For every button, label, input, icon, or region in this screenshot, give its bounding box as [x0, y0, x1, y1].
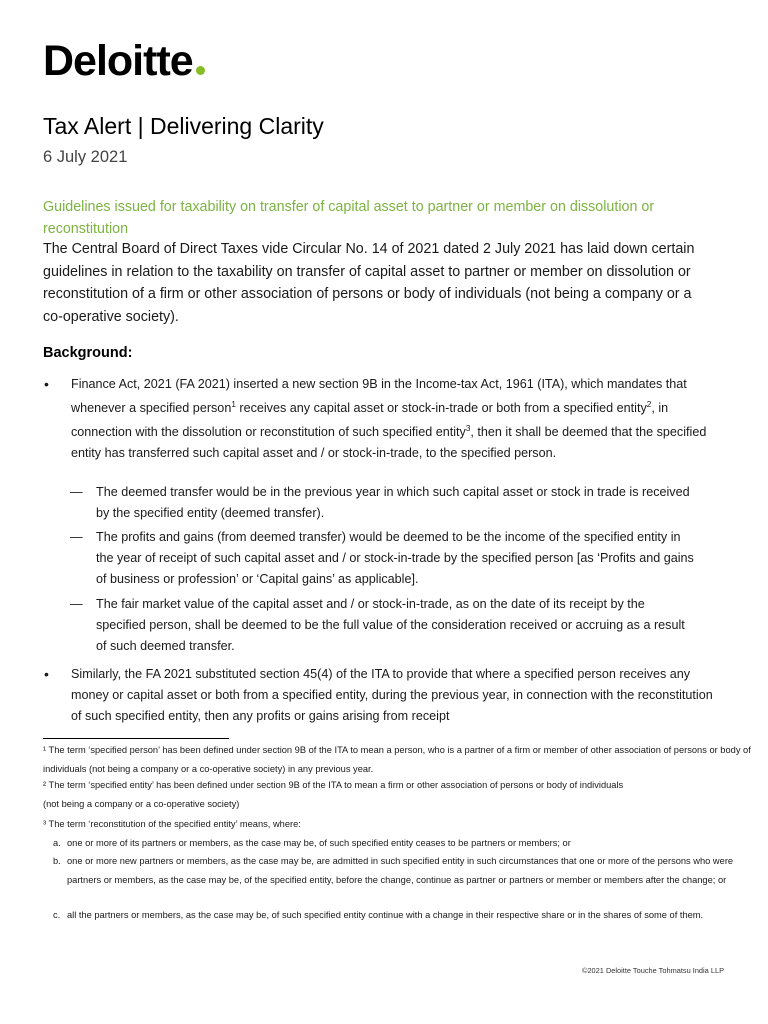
- background-heading: Background:: [43, 345, 133, 361]
- page-title: Tax Alert | Delivering Clarity: [43, 113, 324, 139]
- footnote-2-cont: (not being a company or a co-operative society): [43, 799, 240, 809]
- footnote-3-item: a. one or more of its partners or members, as the case may be, of such specified entity ceases to be partners or members; or: [53, 838, 571, 848]
- dash-item: — The profits and gains (from deemed transfer) would be deemed to be the income of the specified entity in the year of receipt of such capital asset and / or stock-in-trade by the specified person [as ‘Profits and gains of business or profession’ or ‘Capital gains’ as applicable].: [96, 527, 696, 589]
- footnote-1: ¹ The term ‘specified person’ has been defined under section 9B of the ITA to mean a person, who is a partner of a firm or member of other association of persons or body of individuals (not being a company or a co-operative society) in any previous year.: [43, 745, 751, 774]
- publication-date: 6 July 2021: [43, 148, 128, 166]
- dash-icon: —: [70, 597, 83, 611]
- copyright-notice: ©2021 Deloitte Touche Tohmatsu India LLP: [582, 966, 724, 975]
- logo-dot-icon: [196, 66, 205, 75]
- footnote-3-item: b. one or more new partners or members, as the case may be, are admitted in such specified entity in such circumstances that one or more of the persons who were partners or members, as the case may be, of the specified entity, before the change, continue as partner or partners or member or members after the change; or: [53, 856, 734, 885]
- bullet-section-9b: • Finance Act, 2021 (FA 2021) inserted a new section 9B in the Income-tax Act, 1961 (ITA), which mandates that whenever a specified person$^1$ receives any capital asset or stock-in-trade or both from a specified entity$^2$, in connection with the dissolution or reconstitution of such specified entity$^3$, then it shall be deemed that the specified entity has transferred such capital asset and / or stock-in-trade, to the specified person.: [44, 376, 707, 460]
- bullet-icon: •: [44, 376, 49, 392]
- deloitte-logo: Deloitte: [43, 40, 205, 83]
- bullet-section-45-4: • Similarly, the FA 2021 substituted section 45(4) of the ITA to provide that where a specified person receives any money or capital asset or both from a specified entity, during the previous year, in connection with the reconstitution of such specified entity, then any profits or gains arising from receipt: [44, 666, 713, 723]
- footnote-2: ² The term ‘specified entity’ has been defined under section 9B of the ITA to mean a firm or other association of persons or body of individuals: [43, 780, 624, 790]
- dash-item: — The deemed transfer would be in the previous year in which such capital asset or stock in trade is received by the specified entity (deemed transfer).: [96, 482, 696, 524]
- footnote-3-item: c. all the partners or members, as the case may be, of such specified entity continue with a change in their respective share or in the shares of some of them.: [53, 910, 704, 920]
- intro-paragraph: The Central Board of Direct Taxes vide Circular No. 14 of 2021 dated 2 July 2021 has laid down certain guidelines in relation to the taxability on transfer of capital asset to partner or member on dissolution or reconstitution of a firm or other association of persons or body of individuals (not being a company or a co-operative society).: [43, 241, 695, 325]
- headline: Guidelines issued for taxability on transfer of capital asset to partner or member on dissolution or reconstitution: [43, 199, 655, 237]
- dash-icon: —: [70, 530, 83, 544]
- bullet-icon: •: [44, 666, 49, 682]
- dash-item: — The fair market value of the capital asset and / or stock-in-trade, as on the date of its receipt by the specified person, shall be deemed to be the full value of the consideration received or accruing as a result of such deemed transfer.: [96, 594, 696, 656]
- footnote-divider: [43, 738, 229, 739]
- footnote-3: ³ The term ‘reconstitution of the specified entity’ means, where:: [43, 819, 301, 829]
- dash-icon: —: [70, 485, 83, 499]
